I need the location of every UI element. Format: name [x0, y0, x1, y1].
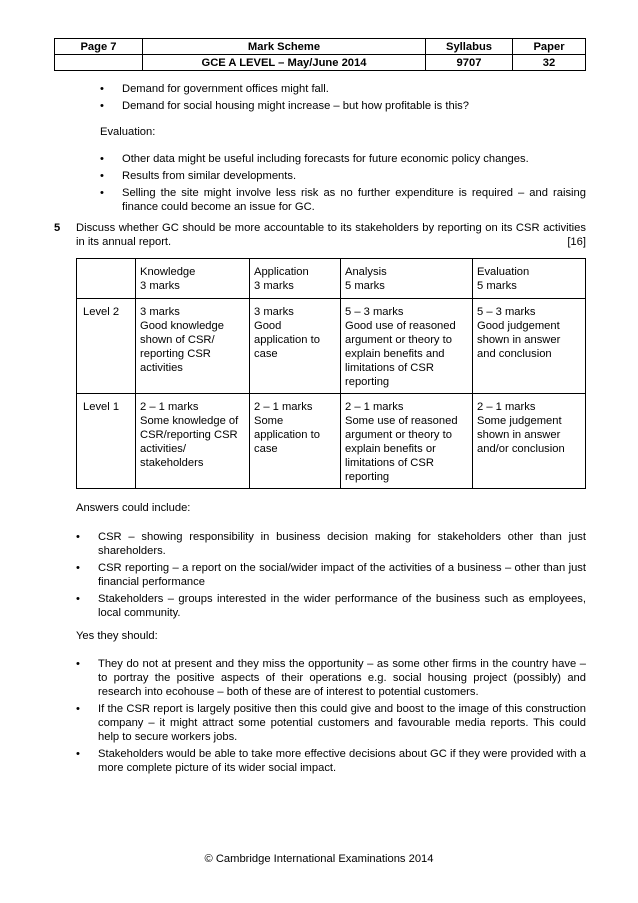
grid-header-cell: Evaluation 5 marks — [473, 259, 586, 299]
grid-header-row — [77, 259, 586, 299]
grid-cell — [341, 299, 473, 394]
question-marks: [16] — [567, 236, 586, 248]
grid-cell — [136, 394, 250, 489]
bullet-icon: • — [76, 658, 80, 670]
list-item: • Stakeholders – groups interested in the wider performance of the business such as employees, local community. — [76, 593, 586, 619]
syllabus-label: Syllabus — [426, 39, 513, 55]
grid-header-cell: Knowledge 3 marks — [136, 259, 250, 299]
cell-text: Some use of reasoned argument or theory to explain benefits or limitations of CSR reporting — [345, 415, 458, 483]
paper-label: Paper — [513, 39, 586, 55]
grid-header-cell: Analysis 5 marks — [341, 259, 473, 299]
header-table — [54, 38, 586, 71]
grid-cell — [250, 394, 341, 489]
cell-text: 2 – 1 marks — [477, 401, 536, 413]
cell-text: 3 marks — [254, 306, 294, 318]
answers-heading: Answers could include: — [76, 502, 191, 514]
grid-header-cell: Application 3 marks — [250, 259, 341, 299]
list-item: • Results from similar developments. — [100, 170, 297, 182]
grid-cell — [136, 299, 250, 394]
syllabus-code: 9707 — [426, 55, 513, 71]
cell-text: Good knowledge shown of CSR/ reporting CSR activities — [140, 320, 224, 374]
question-text: Discuss whether GC should be more accountable to its stakeholders by reporting on its CSR activities in its annual report. — [76, 222, 586, 248]
level-label: Level 1 — [77, 394, 136, 489]
list-item: • CSR – showing responsibility in business decision making for stakeholders other than just shareholders. — [76, 531, 586, 557]
list-item: • Selling the site might involve less risk as no further expenditure is required – and raising finance could become an issue for GC. — [100, 187, 586, 213]
grid-row-level-2 — [77, 299, 586, 394]
footer-copyright: © Cambridge International Examinations 2014 — [204, 853, 434, 865]
bullet-icon: • — [76, 593, 80, 605]
list-item: • CSR reporting – a report on the social/wider impact of the activities of a business – other than just financial performance — [76, 562, 586, 588]
empty-cell — [77, 259, 136, 299]
bullet-icon: • — [100, 187, 104, 199]
cell-text: 2 – 1 marks — [345, 401, 404, 413]
yes-bullet-list — [76, 657, 586, 775]
bullet-icon: • — [100, 100, 104, 112]
list-item: • Demand for social housing might increase – but how profitable is this? — [100, 100, 469, 112]
cell-text: 2 – 1 marks — [140, 401, 199, 413]
bullet-icon: • — [76, 748, 80, 760]
list-item: • Other data might be useful including forecasts for future economic policy changes. — [100, 153, 529, 165]
cell-text: 3 marks — [140, 306, 180, 318]
list-item: • If the CSR report is largely positive then this could give and boost to the image of this construction company – it might attract some potential customers and favourable media reports. This could help to secure workers jobs. — [76, 703, 586, 743]
cell-text: Good judgement shown in answer and conclusion — [477, 320, 561, 360]
grid-cell — [250, 299, 341, 394]
evaluation-bullet-list — [100, 152, 586, 214]
grid-cell — [473, 394, 586, 489]
cell-text: 2 – 1 marks — [254, 401, 313, 413]
bullet-icon: • — [76, 531, 80, 543]
bullet-icon: • — [100, 83, 104, 95]
bullet-icon: • — [100, 153, 104, 165]
yes-heading: Yes they should: — [76, 630, 158, 642]
cell-text: Some judgement shown in answer and/or conclusion — [477, 415, 565, 455]
cell-text: Some knowledge of CSR/reporting CSR activities/ stakeholders — [140, 415, 239, 469]
grid-cell — [473, 299, 586, 394]
cell-text: 5 – 3 marks — [477, 306, 536, 318]
top-bullet-list — [100, 82, 586, 113]
cell-text: 5 – 3 marks — [345, 306, 404, 318]
bullet-icon: • — [76, 703, 80, 715]
grid-cell — [341, 394, 473, 489]
grid-row-level-1 — [77, 394, 586, 489]
bullet-icon: • — [100, 170, 104, 182]
answers-bullet-list — [76, 530, 586, 620]
question-number: 5 — [54, 222, 61, 234]
cell-text: Good application to case — [254, 320, 320, 360]
bullet-icon: • — [76, 562, 80, 574]
marks-grid — [76, 258, 586, 489]
mark-scheme-label: Mark Scheme — [143, 39, 426, 55]
page-label: Page 7 — [55, 39, 143, 55]
exam-title: GCE A LEVEL – May/June 2014 — [143, 55, 426, 71]
list-item: • They do not at present and they miss the opportunity – as some other firms in the country have – to portray the positive aspects of their operations e.g. social housing project (possibly) and research into ecohouse – both of these are of interest to potential customers. — [76, 658, 586, 698]
evaluation-heading: Evaluation: — [100, 126, 156, 138]
cell-text: Good use of reasoned argument or theory to explain benefits and limitations of CSR reporting — [345, 320, 456, 388]
paper-number: 32 — [513, 55, 586, 71]
level-label: Level 2 — [77, 299, 136, 394]
list-item: • Stakeholders would be able to take more effective decisions about GC if they were provided with a more complete picture of its wider social impact. — [76, 748, 586, 774]
list-item: • Demand for government offices might fall. — [100, 83, 329, 95]
cell-text: Some application to case — [254, 415, 320, 455]
empty-cell — [55, 55, 143, 71]
